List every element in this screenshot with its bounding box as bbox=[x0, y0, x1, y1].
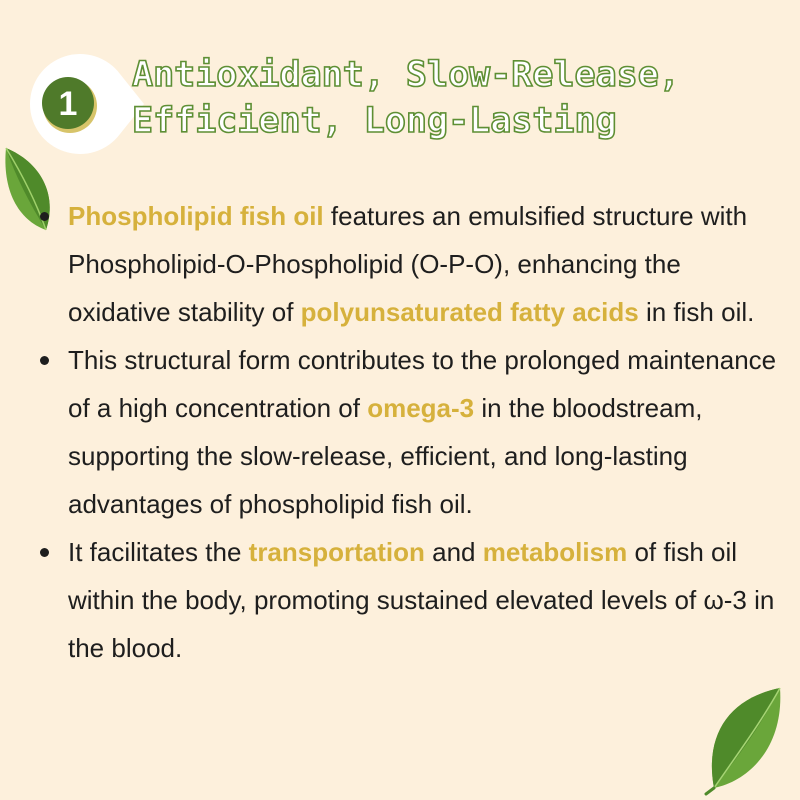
bullet-dot bbox=[40, 212, 49, 221]
bullet-list bbox=[0, 192, 800, 672]
title-line-1: Antioxidant, Slow-Release, bbox=[132, 55, 680, 95]
bullet-text: in fish oil. bbox=[638, 297, 755, 327]
page-title bbox=[132, 52, 782, 144]
title-line-2: Efficient, Long-Lasting bbox=[132, 101, 617, 141]
list-item bbox=[0, 528, 800, 672]
bullet-text: in the bloodstream, supporting the slow-release, efficient, and long-lasting advantages of phospholipid fish oil. bbox=[68, 393, 703, 519]
highlight-text: polyunsaturated fatty acids bbox=[300, 297, 639, 327]
bullet-text: features an emulsified structure with Phospholipid-O-Phospholipid (O-P-O), enhancing the oxidative stability of bbox=[68, 201, 748, 327]
bullet-text: This structural form contributes to the prolonged maintenance of a high concentration of bbox=[68, 345, 777, 423]
badge-number: 1 bbox=[58, 84, 78, 123]
number-badge bbox=[12, 36, 148, 160]
highlight-text: metabolism bbox=[482, 537, 628, 567]
bullet-text: It facilitates the bbox=[68, 537, 249, 567]
highlight-text: transportation bbox=[248, 537, 425, 567]
highlight-text: Phospholipid fish oil bbox=[68, 201, 324, 231]
list-item bbox=[0, 192, 800, 336]
bullet-dot bbox=[40, 548, 49, 557]
leaf-icon bbox=[700, 684, 786, 796]
bullet-dot bbox=[40, 356, 49, 365]
list-item bbox=[0, 336, 800, 528]
bullet-text: and bbox=[424, 537, 483, 567]
bullet-text: of fish oil within the body, promoting sustained elevated levels of ω-3 in the blood. bbox=[68, 537, 775, 663]
highlight-text: omega-3 bbox=[367, 393, 475, 423]
